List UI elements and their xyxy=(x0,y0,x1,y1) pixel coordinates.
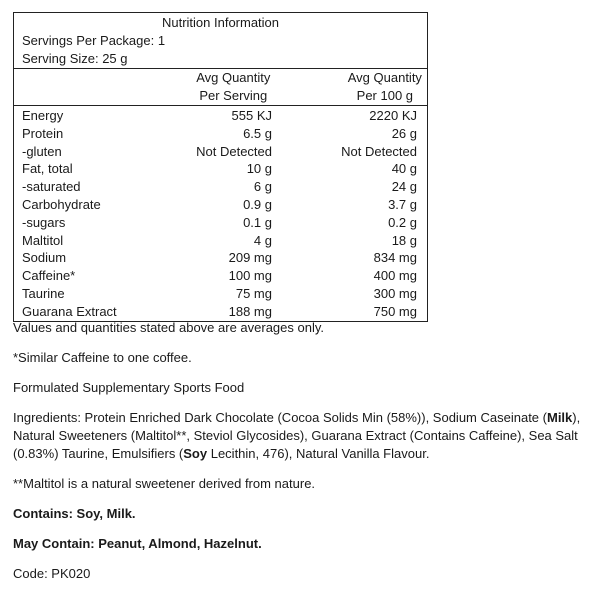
header-per-serving-line1: Avg Quantity xyxy=(196,70,271,85)
may-contain-statement: May Contain: Peanut, Almond, Hazelnut. xyxy=(13,536,262,551)
table-row: Guarana Extract 188 mg 750 mg xyxy=(22,303,417,319)
table-row: -gluten Not Detected Not Detected xyxy=(22,143,417,159)
allergen-milk: Milk xyxy=(546,410,573,425)
nutrient-rows xyxy=(14,106,427,321)
table-row: Carbohydrate 0.9 g 3.7 g xyxy=(22,196,417,212)
table-row: -saturated 6 g 24 g xyxy=(22,179,417,195)
table-row: Maltitol 4 g 18 g xyxy=(22,232,417,248)
servings-per-package: Servings Per Package: 1 xyxy=(22,33,166,48)
product-category: Formulated Supplementary Sports Food xyxy=(13,380,245,395)
product-code: Code: PK020 xyxy=(13,566,91,581)
header-per-serving-line2: Per Serving xyxy=(199,88,268,103)
label-notes xyxy=(13,319,608,583)
column-header-row-1 xyxy=(14,69,427,87)
table-row: Sodium 209 mg 834 mg xyxy=(22,250,417,266)
contains-statement: Contains: Soy, Milk. xyxy=(13,506,136,521)
serving-size: Serving Size: 25 g xyxy=(22,51,128,66)
ingredients: Ingredients: Protein Enriched Dark Chocolate (Cocoa Solids Min (58%)), Sodium Caseinate (Milk), Natural Sweeteners (Maltitol**, Steviol Glycosides), Guarana Extract (Contains Caffeine), Sea Salt (0.83%) Taurine, Emulsifiers (Soy Lecithin, 476), Natural Vanilla Flavour. xyxy=(13,410,581,461)
table-row: Taurine 75 mg 300 mg xyxy=(22,285,417,301)
column-header-row-2 xyxy=(14,87,427,105)
table-row: Energy 555 KJ 2220 KJ xyxy=(22,108,417,123)
table-row: Caffeine* 100 mg 400 mg xyxy=(22,268,417,284)
panel-title: Nutrition Information xyxy=(161,15,280,30)
table-row: Fat, total 10 g 40 g xyxy=(22,161,417,177)
caffeine-note: *Similar Caffeine to one coffee. xyxy=(13,350,192,365)
table-row: Protein 6.5 g 26 g xyxy=(22,125,417,141)
nutrition-panel xyxy=(13,12,428,322)
table-row: -sugars 0.1 g 0.2 g xyxy=(22,214,417,230)
maltitol-note: **Maltitol is a natural sweetener derived from nature. xyxy=(13,476,316,491)
header-per-100g-line1: Avg Quantity xyxy=(347,70,422,85)
averages-note: Values and quantities stated above are averages only. xyxy=(13,320,325,335)
header-per-100g-line2: Per 100 g xyxy=(356,88,414,103)
allergen-soy: Soy xyxy=(183,446,208,461)
